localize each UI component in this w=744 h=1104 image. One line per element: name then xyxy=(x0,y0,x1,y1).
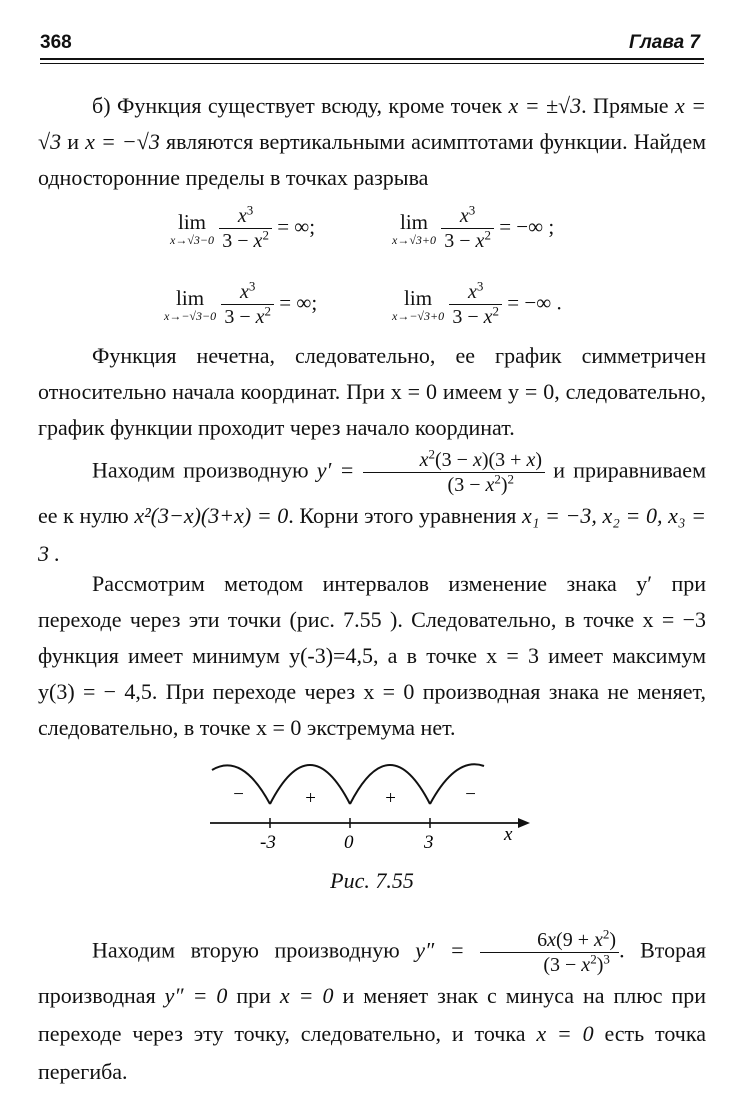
limit-formula: lim x→−√3−0 $\frac{x^3}{3 - x^2}$ = ∞; xyxy=(164,278,318,328)
derivative-fraction: $\frac{x^2(3 - x)(3 + x)}{(3 - x^2)^2}$ xyxy=(363,448,545,497)
math-asymptote-1: x = √3 xyxy=(38,93,707,154)
axis-arrow xyxy=(518,818,530,828)
axis-label: x xyxy=(504,824,513,845)
paragraph-symmetry: Функция нечетна, следовательно, ее график симметричен относительно начала координат. При x = 0 имеем y = 0, следовательно, график функции проходит через начало координат. xyxy=(38,343,706,440)
limit-formula: lim x→√3−0 $\frac{x^3}{3 - x^2}$ = ∞; xyxy=(170,202,316,252)
tick-label: -3 xyxy=(260,832,276,853)
paragraph-derivative: Находим производную y′ = $\frac{x^2(3 - x)(3 + x)}{(3 - x^2)^2}$ и приравниваем ее к нулю x²(3−x)(3+x) = 0. Корни этого уравнения x₁ = −3, x₂ = 0, x₃ = 3 . xyxy=(38,446,706,566)
second-derivative-fraction: $\frac{6x(9 + x^2)}{(3 - x^2)^3}$ xyxy=(480,928,619,977)
header-rule-thin xyxy=(40,63,704,64)
limit-formula: lim x→−√3+0 $\frac{x^3}{3 - x^2}$ = −∞ . xyxy=(392,278,562,328)
paragraph-domain: б) Функция существует всюду, кроме точек x = ±√3. Прямые x = √3 и x = −√3 являются вертикальными асимптотами функции. Найдем односторонние пределы в точках разрыва xyxy=(38,93,707,190)
page-header xyxy=(40,28,704,56)
math-roots: x₁ = −3, x₂ = 0, x₃ = 3 . xyxy=(38,503,706,566)
sign-label: + xyxy=(384,788,397,809)
header-rule xyxy=(40,58,704,60)
tick-label: 3 xyxy=(424,832,434,853)
figure-caption: Рис. 7.55 xyxy=(330,868,414,893)
math-points: x = ±√3 xyxy=(508,93,582,118)
paragraph-second-derivative: Находим вторую производную y″ = $\frac{6x(9 + x^2)}{(3 - x^2)^3}$ . Вторая производная y″ = 0 при x = 0 и меняет знак с минуса на плюс при переходе через эту точку, следовательно, и точка x = 0 есть точка перегиба. xyxy=(38,926,706,1084)
sign-label: + xyxy=(304,788,317,809)
sign-label: − xyxy=(464,784,477,805)
sign-diagram-figure xyxy=(200,756,540,866)
chapter-title: Глава 7 xyxy=(629,32,700,53)
page-number: 368 xyxy=(40,32,72,53)
sign-label: − xyxy=(232,784,245,805)
math-equation: x²(3−x)(3+x) = 0 xyxy=(134,503,289,528)
math-asymptote-2: x = −√3 xyxy=(85,129,160,154)
tick-label: 0 xyxy=(344,832,354,853)
limit-formula: lim x→√3+0 $\frac{x^3}{3 - x^2}$ = −∞ ; xyxy=(392,202,555,252)
paragraph-intervals: Рассмотрим методом интервалов изменение знака y′ при переходе через эти точки (рис. 7.55 ). Следовательно, в точке x = −3 функция имеет минимум y(-3)=4,5, а в точке x = 3 имеет максимум y(3) = − 4,5. При переходе через x = 0 производная знака не меняет, следовательно, в точке x = 0 экстремума нет. xyxy=(38,571,706,740)
